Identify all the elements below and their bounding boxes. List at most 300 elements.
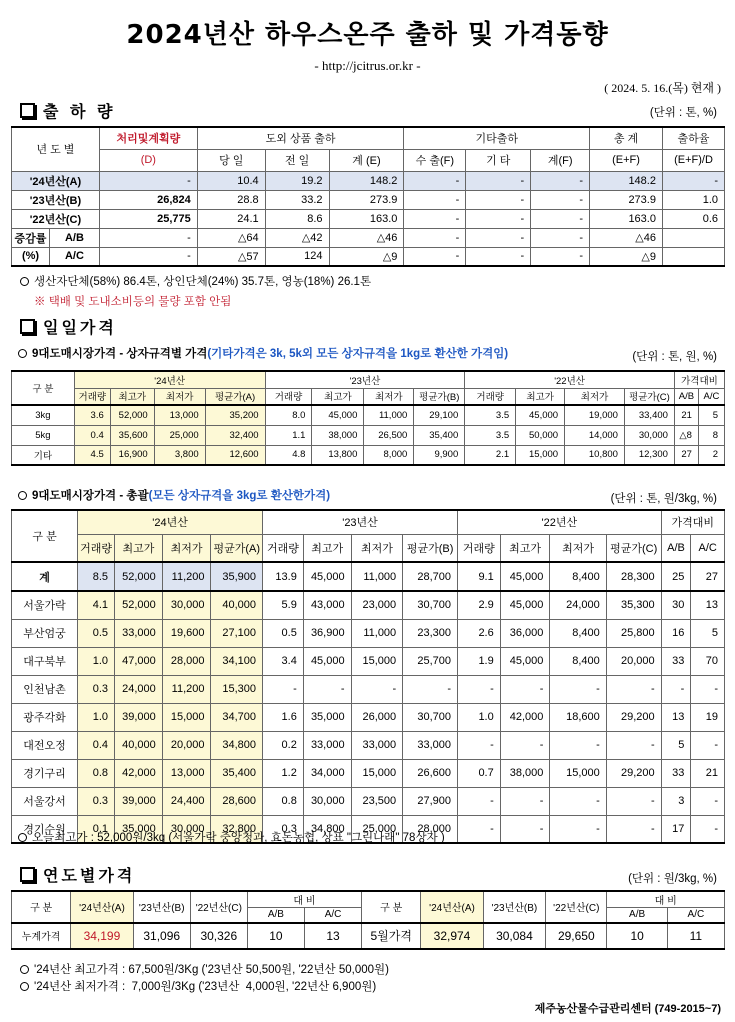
table-cell: △8 [674,425,698,445]
t2-h: 거래량 [263,534,304,562]
daily-sub2-unit: (단위 : 톤, 원/3kg, %) [610,493,717,505]
table-cell: 18,600 [550,703,606,731]
t2-h: 최저가 [550,534,606,562]
ring-bullet-icon [20,982,29,991]
daily-note [18,829,445,845]
t1-col-y22: '22년산 [465,371,675,388]
table-cell: A/B [49,228,99,247]
table-cell: 33,000 [351,731,403,759]
table-row [12,591,725,619]
table-cell: 52,000 [115,591,163,619]
table-cell: 20,000 [606,647,661,675]
table-cell: 경기구리 [12,759,78,787]
table-cell: - [531,190,590,209]
table-cell: 29,200 [606,759,661,787]
table-cell: - [303,675,351,703]
table-cell: 1.2 [263,759,304,787]
table-cell: 33,000 [403,731,458,759]
table-cell: - [691,731,725,759]
t1-h: 거래량 [74,388,110,405]
y-cell: 30,084 [483,923,545,949]
table-cell: - [500,787,550,815]
table-cell: 11,000 [351,619,403,647]
table-cell: 163.0 [329,209,404,228]
t1-h: A/C [698,388,724,405]
table-cell: 13 [691,591,725,619]
table-cell: 34,700 [211,703,263,731]
market-summary-table [11,509,725,844]
table-cell: - [500,815,550,843]
table-cell: 43,000 [303,591,351,619]
sub2-title-text: 9대도매시장가격 - 총괄 [32,490,149,502]
table-cell: 29,200 [606,703,661,731]
table-cell: - [404,190,466,209]
col-other-sum: 계(F) [531,149,590,171]
table-cell: 1.9 [458,647,501,675]
table-cell: - [550,731,606,759]
table-cell: - [500,675,550,703]
daily-note-text: 오늘최고가 : 52,000원/3kg (서울가락 중앙청과, 효돈농협, 상표 "그린나래" 78상자 ) [32,832,445,844]
table-cell: 163.0 [590,209,663,228]
y-col-div-2: 구 분 [362,891,421,923]
table-row [12,425,725,445]
table-cell: 15,000 [351,759,403,787]
table-cell: - [404,247,466,266]
table-cell: - [606,675,661,703]
t1-col-y24: '24년산 [74,371,265,388]
table-cell [662,247,724,266]
table-cell: 8,400 [550,619,606,647]
shipment-unit: (단위 : 톤, %) [649,107,717,119]
table-row [12,675,725,703]
table-cell: 8,000 [364,445,414,465]
y-cell: 31,096 [133,923,190,949]
y-col-y22: '22년산(C) [190,891,247,923]
t2-h: 거래량 [78,534,115,562]
col-sum: 계 (E) [329,149,404,171]
table-cell: 52,000 [110,405,154,425]
table-cell: 3.6 [74,405,110,425]
table-cell: 대구북부 [12,647,78,675]
table-cell: - [500,731,550,759]
y-col-y23-2: '23년산(B) [483,891,545,923]
table-cell: 25 [661,562,691,591]
table-cell: 11,000 [364,405,414,425]
table-cell: 23,000 [351,591,403,619]
table-cell: 0.2 [263,731,304,759]
table-cell: 19,000 [565,405,625,425]
table-cell: 35,900 [211,562,263,591]
t2-h: A/C [691,534,725,562]
table-cell: 15,000 [351,647,403,675]
table-cell: 0.6 [662,209,724,228]
table-cell: 기타 [12,445,75,465]
yearly-price-table [11,890,725,950]
table-cell: 8.5 [78,562,115,591]
table-cell: △57 [197,247,265,266]
table-cell: 45,000 [312,405,364,425]
table-cell: 33.2 [265,190,329,209]
table-cell: 45,000 [500,647,550,675]
table-cell: - [606,731,661,759]
table-cell: 0.8 [263,787,304,815]
y-col-y23: '23년산(B) [133,891,190,923]
table-cell: 40,000 [211,591,263,619]
table-cell: 3.4 [263,647,304,675]
table-cell: 26,000 [351,703,403,731]
table-row [12,759,725,787]
site-url: - http://jcitrus.or.kr - [314,58,421,73]
table-cell: 11,200 [162,562,211,591]
table-cell: 28,000 [403,815,458,843]
table-cell: 13,000 [154,405,205,425]
table-cell: 273.9 [590,190,663,209]
t2-h: 최저가 [351,534,403,562]
y-col-y24-2: '24년산(A) [421,891,483,923]
table-cell: 1.6 [263,703,304,731]
ring-bullet-icon [20,965,29,974]
col-prev: 전 일 [265,149,329,171]
col-ratio: 출하율 [662,127,724,149]
table-cell: 16 [661,619,691,647]
section-shipment-title [20,99,116,122]
daily-sub1-title [18,345,508,361]
table-cell: 5 [698,405,724,425]
shipment-table [11,126,725,267]
table-row [12,228,725,247]
table-cell: 35,000 [303,703,351,731]
table-cell: 13.9 [263,562,304,591]
shipment-note-1 [20,273,371,289]
sub2-note-text: (모든 상자규격을 3kg로 환산한가격) [148,490,331,502]
table-cell: △9 [329,247,404,266]
shipment-note-1-text: 생산자단체(58%) 86.4톤, 상인단체(24%) 35.7톤, 영농(18%) 26.1톤 [34,276,372,288]
y-cell: 13 [304,923,361,949]
table-row [12,787,725,815]
table-cell: 9,900 [414,445,465,465]
table-cell [662,228,724,247]
table-row [12,247,725,266]
table-cell: 30,000 [624,425,674,445]
table-cell: △9 [590,247,663,266]
table-cell: 45,000 [500,591,550,619]
table-cell: 19,600 [162,619,211,647]
table-cell: 9.1 [458,562,501,591]
table-cell: 25,000 [154,425,205,445]
y-h: A/B [607,908,667,923]
table-cell: 34,100 [211,647,263,675]
square-bullet-icon [20,103,35,118]
table-cell: 서울강서 [12,787,78,815]
table-cell: 273.9 [329,190,404,209]
table-cell: '22년산(C) [12,209,100,228]
table-cell: - [458,675,501,703]
table-cell: 대전오정 [12,731,78,759]
sub1-note-text: (기타가격은 3k, 5k외 모든 상자규격을 1kg로 환산한 가격임) [207,348,509,360]
table-cell: 34,000 [303,759,351,787]
table-cell: 24.1 [197,209,265,228]
table-cell: 2.9 [458,591,501,619]
y-col-div: 구 분 [12,891,71,923]
yearly-note-2-text: '24년산 최저가격 : 7,000원/3Kg ('23년산 4,000원, '22년산 6,900원) [34,981,377,993]
table-cell: 47,000 [115,647,163,675]
table-cell: - [404,209,466,228]
t2-col-cmp: 가격대비 [661,510,724,534]
table-cell: - [403,675,458,703]
sub1-title-text: 9대도매시장가격 - 상자규격별 가격 [32,348,208,360]
table-cell: - [99,228,197,247]
y-cell: 29,650 [546,923,607,949]
table-cell: △46 [590,228,663,247]
table-cell: - [550,675,606,703]
table-cell: - [466,209,531,228]
table-cell: 23,500 [351,787,403,815]
table-cell: - [466,171,531,190]
table-cell: 34,800 [211,731,263,759]
table-cell: 26,600 [403,759,458,787]
y-cell: 11 [667,923,724,949]
table-cell: 32,800 [211,815,263,843]
t2-col-y22: '22년산 [458,510,662,534]
t1-h: 거래량 [265,388,312,405]
t2-h: 평균가(A) [211,534,263,562]
table-cell: 30 [661,591,691,619]
table-cell: - [458,815,501,843]
page-title: 2024년산 하우스온주 출하 및 가격동향 [126,20,609,50]
table-cell: - [531,228,590,247]
col-today: 당 일 [197,149,265,171]
table-cell: 12,300 [624,445,674,465]
table-cell: 8,400 [550,647,606,675]
t1-h: 최고가 [312,388,364,405]
table-cell: 50,000 [516,425,565,445]
table-cell: 36,000 [500,619,550,647]
table-cell: - [691,815,725,843]
table-cell: 42,000 [115,759,163,787]
t1-h: 최저가 [154,388,205,405]
y-cell: 10 [607,923,667,949]
col-other: 기타출하 [404,127,590,149]
t1-col-cmp: 가격대비 [674,371,724,388]
table-cell: 16,900 [110,445,154,465]
table-cell: 38,000 [500,759,550,787]
section-label: 출 하 량 [43,102,116,121]
col-plan-sub: (D) [99,149,197,171]
y-cell: 30,326 [190,923,247,949]
daily-sub2-title [18,487,330,503]
table-cell: 25,000 [351,815,403,843]
table-cell: 1.0 [78,647,115,675]
table-cell: 17 [661,815,691,843]
table-cell: 33 [661,759,691,787]
table-cell: 124 [265,247,329,266]
t1-col-y23: '23년산 [265,371,465,388]
table-cell: 0.3 [263,815,304,843]
t2-col-div: 구 분 [12,510,78,562]
table-cell: 11,000 [351,562,403,591]
table-cell: 1.0 [78,703,115,731]
table-cell: 1.1 [265,425,312,445]
table-cell: 3 [661,787,691,815]
table-cell: 5.9 [263,591,304,619]
table-cell: 35,300 [606,591,661,619]
table-cell: 26,824 [99,190,197,209]
table-cell: 0.3 [78,787,115,815]
table-cell: 39,000 [115,703,163,731]
table-row [12,190,725,209]
t1-h: 최저가 [364,388,414,405]
table-cell: 12,600 [205,445,265,465]
table-cell: 5 [661,731,691,759]
y-col-cmp: 대 비 [247,891,361,908]
table-cell: 19.2 [265,171,329,190]
t1-h: A/B [674,388,698,405]
table-cell: 30,700 [403,703,458,731]
table-row [12,647,725,675]
table-cell: (%) [12,247,50,266]
table-cell: 15,000 [516,445,565,465]
table-cell: 19 [691,703,725,731]
table-cell: 0.8 [78,759,115,787]
table-cell: 35,400 [211,759,263,787]
table-cell: - [458,787,501,815]
table-cell: '23년산(B) [12,190,100,209]
table-cell: 29,100 [414,405,465,425]
table-cell: 148.2 [590,171,663,190]
table-cell: 8,400 [550,562,606,591]
daily-sub1-unit: (단위 : 톤, 원, %) [632,351,717,363]
table-cell: 24,400 [162,787,211,815]
table-cell: 35,000 [115,815,163,843]
table-cell: - [99,247,197,266]
table-cell: 15,000 [550,759,606,787]
t2-h: A/B [661,534,691,562]
table-cell: 33,000 [115,619,163,647]
t2-h: 최고가 [500,534,550,562]
ring-bullet-icon [20,277,29,286]
table-cell: 경기수원 [12,815,78,843]
table-cell: 13 [661,703,691,731]
footer-org: 제주농산물수급관리센터 (749-2015~7) [534,1003,721,1015]
shipment-note-2: ※ 택배 및 도내소비등의 물량 포함 안됨 [34,296,232,308]
y-cell: 34,199 [71,923,133,949]
table-cell: - [458,731,501,759]
t2-col-y23: '23년산 [263,510,458,534]
table-cell: 27 [691,562,725,591]
table-cell: 45,000 [303,562,351,591]
square-bullet-icon [20,319,35,334]
table-cell: - [662,171,724,190]
table-cell: 3.5 [465,405,516,425]
yearly-note-1 [20,961,389,977]
table-cell: 증감률 [12,228,50,247]
table-cell: △64 [197,228,265,247]
t2-h: 최저가 [162,534,211,562]
t2-h: 최고가 [115,534,163,562]
section-label: 일일가격 [43,318,117,337]
table-cell: 1.0 [458,703,501,731]
ring-bullet-icon [18,833,27,842]
table-cell: 11,200 [162,675,211,703]
table-cell: 10.4 [197,171,265,190]
t1-h: 평균가(C) [624,388,674,405]
table-cell: 10,800 [565,445,625,465]
t2-h: 평균가(B) [403,534,458,562]
table-cell: 27,900 [403,787,458,815]
table-cell: - [466,190,531,209]
table-cell: 광주각화 [12,703,78,731]
table-cell: 4.1 [78,591,115,619]
y-col-y24: '24년산(A) [71,891,133,923]
table-cell: 21 [674,405,698,425]
table-cell: 30,000 [162,591,211,619]
yearly-note-1-text: '24년산 최고가격 : 67,500원/3Kg ('23년산 50,500원, '22년산 50,000원) [34,964,389,976]
table-cell: 3.5 [465,425,516,445]
table-cell: 34,800 [303,815,351,843]
table-cell: 0.5 [78,619,115,647]
section-yearly-title [20,863,135,886]
ring-bullet-icon [18,491,27,500]
table-cell: 38,000 [312,425,364,445]
table-cell: 32,400 [205,425,265,445]
t1-h: 평균가(A) [205,388,265,405]
table-cell: 24,000 [550,591,606,619]
table-cell: 28,600 [211,787,263,815]
table-cell: 24,000 [115,675,163,703]
table-cell: 서울가락 [12,591,78,619]
table-cell: - [404,171,466,190]
t1-h: 최저가 [565,388,625,405]
table-cell: - [351,675,403,703]
col-ratio-sub: (E+F)/D [662,149,724,171]
col-plan: 처리및계획량 [99,127,197,149]
yearly-unit: (단위 : 원/3kg, %) [628,873,717,885]
table-cell: 21 [691,759,725,787]
y-h: A/C [304,908,361,923]
table-cell: 0.3 [78,675,115,703]
table-cell: 8 [698,425,724,445]
report-date: ( 2024. 5. 16.(목) 현재 ) [604,81,721,95]
table-cell: 20,000 [162,731,211,759]
square-bullet-icon [20,867,35,882]
table-cell: '24년산(A) [12,171,100,190]
table-cell: 35,200 [205,405,265,425]
table-cell: 27 [674,445,698,465]
table-cell: 52,000 [115,562,163,591]
t2-col-y24: '24년산 [78,510,263,534]
table-cell: 5kg [12,425,75,445]
y-cell: 10 [247,923,304,949]
t2-h: 최고가 [303,534,351,562]
table-cell: 0.1 [78,815,115,843]
t1-col-div: 구 분 [12,371,75,405]
table-cell: - [531,247,590,266]
table-cell: - [606,815,661,843]
y-cell: 32,974 [421,923,483,949]
table-cell: 27,100 [211,619,263,647]
y-col-y22-2: '22년산(C) [546,891,607,923]
table-cell: 33 [661,647,691,675]
table-cell: 0.4 [74,425,110,445]
table-row [12,619,725,647]
y-h: A/C [667,908,724,923]
t1-h: 거래량 [465,388,516,405]
table-row [12,209,725,228]
table-cell: 148.2 [329,171,404,190]
section-label: 연도별가격 [43,866,136,885]
table-cell: - [661,675,691,703]
col-export: 수 출(F) [404,149,466,171]
